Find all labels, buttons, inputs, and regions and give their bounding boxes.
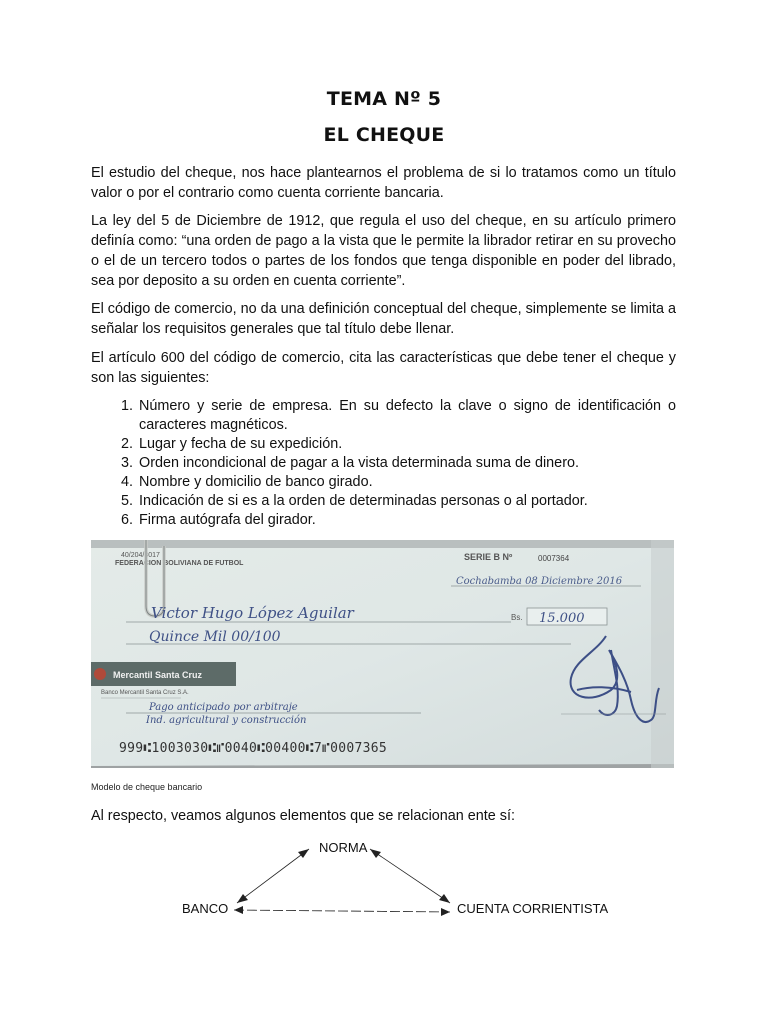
list-item: 3. Orden incondicional de pagar a la vista determinada suma de dinero. (137, 454, 676, 473)
list-item: 1. Número y serie de empresa. En su defecto la clave o signo de identificación o caracteres magnéticos. (137, 397, 676, 435)
cheque-amount-words: Quince Mil 00/100 (149, 629, 281, 645)
cheque-memo-2: Ind. agricultural y construcción (146, 715, 307, 726)
cheque-amount: 15.000 (539, 611, 585, 626)
cheque-place-date: Cochabamba 08 Diciembre 2016 (456, 576, 623, 587)
cheque-photo (91, 540, 674, 768)
relationship-diagram (0, 830, 768, 930)
page-title: TEMA Nº 5 (326, 88, 442, 110)
cheque-bank-detail: Banco Mercantil Santa Cruz S.A. (101, 690, 189, 696)
cheque-serie-number: 0007364 (538, 554, 570, 563)
requirements-list (91, 397, 676, 530)
cheque-memo: Pago anticipado por arbitraje (149, 702, 298, 713)
paragraph-commerce-code: El código de comercio, no da una definición conceptual del cheque, simplemente se limita a señalar los requisitos generales que tal título debe llenar. (91, 301, 676, 337)
arrow-norma-banco (237, 849, 309, 903)
paragraph-relations: Al respecto, veamos algunos elementos que se relacionan ente sí: (91, 808, 515, 824)
arrow-norma-cuenta (370, 849, 450, 903)
diagram-node-banco: BANCO (182, 901, 229, 916)
list-item: 4. Nombre y domicilio de banco girado. (137, 473, 676, 492)
cheque-bank-name: Mercantil Santa Cruz (113, 670, 203, 680)
cheque-amount-label: Bs. (511, 613, 523, 622)
paragraph-intro: El estudio del cheque, nos hace plantearnos el problema de si lo tratamos como un título valor o por el contrario como cuenta corriente bancaria. (91, 165, 676, 201)
diagram-node-cuenta-corrientista: CUENTA CORRIENTISTA (457, 901, 609, 916)
cheque-micr: 999⑆1003030⑆⑈0040⑆00400⑆7⑈0007365 (119, 741, 388, 756)
image-caption: Modelo de cheque bancario (91, 782, 203, 792)
list-item: 2. Lugar y fecha de su expedición. (137, 435, 676, 454)
list-item: 6. Firma autógrafa del girador. (137, 511, 676, 530)
paragraph-law-1912: La ley del 5 de Diciembre de 1912, que regula el uso del cheque, en su artículo primero definía como: “una orden de pago a la vista que le permite la librador retirar en su provecho o el de un tercero todos o partes de los fondos que tenga disponible en poder del librado, sea por deposito a su orden en cuenta corriente”. (91, 213, 676, 289)
cheque-top-code: 40/204/8017 (121, 552, 160, 559)
list-item: 5. Indicación de si es a la orden de determinadas personas o al portador. (137, 492, 676, 511)
cheque-serie-label: SERIE B Nº (464, 552, 513, 562)
arrow-banco-cuenta (234, 910, 450, 912)
page-subtitle: EL CHEQUE (323, 124, 445, 146)
paragraph-article-600: El artículo 600 del código de comercio, cita las características que debe tener el cheque y son las siguientes: (91, 350, 676, 386)
cheque-federation: FEDERACION BOLIVIANA DE FUTBOL (115, 560, 244, 567)
cheque-payee: Victor Hugo López Aguilar (151, 604, 354, 622)
diagram-node-norma: NORMA (319, 840, 368, 855)
